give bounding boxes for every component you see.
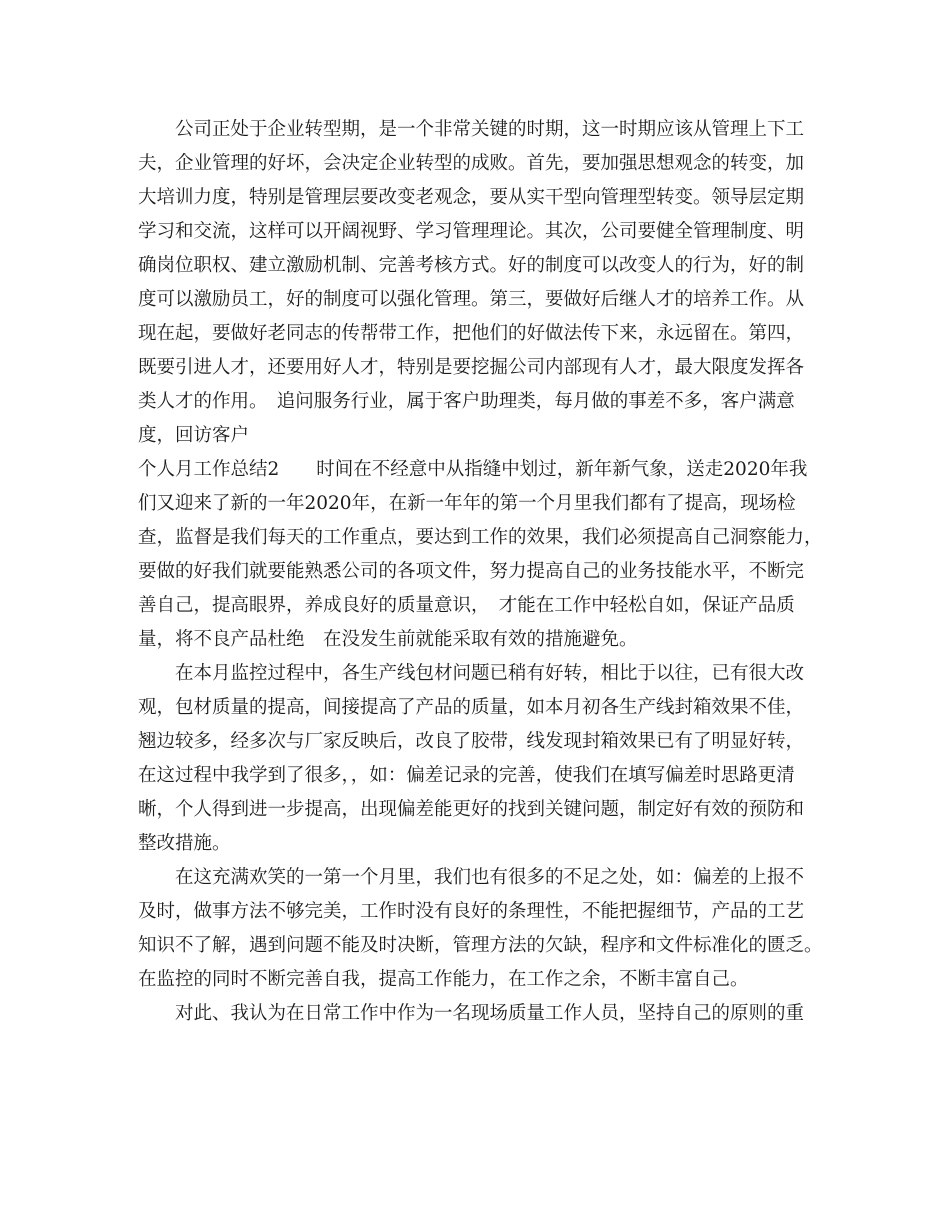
text-line: 现在起，要做好老同志的传帮带工作，把他们的好做法传下来，永远留在。第四， xyxy=(138,323,805,344)
text-line: 要做的好我们就要能熟悉公司的各项文件，努力提高自己的业务技能水平，不断完 xyxy=(138,561,805,582)
text-line: 在这过程中我学到了很多，，如：偏差记录的完善，使我们在填写偏差时思路更清 xyxy=(138,765,795,786)
text-line: 度可以激励员工，好的制度可以强化管理。第三，要做好后继人才的培养工作。从 xyxy=(138,289,805,310)
text-line: 夫，企业管理的好坏，会决定企业转型的成败。首先，要加强思想观念的转变，加 xyxy=(138,153,805,174)
text-line: 整改措施。 xyxy=(138,833,231,854)
text-line: 善自己，提高眼界，养成良好的质量意识， 才能在工作中轻松自如，保证产品质 xyxy=(138,595,795,616)
text-line: 量，将不良产品杜绝 在没发生前就能采取有效的措施避免。 xyxy=(138,629,638,650)
text-line: 确岗位职权、建立激励机制、完善考核方式。好的制度可以改变人的行为，好的制 xyxy=(138,255,805,276)
text-line: 类人才的作用。 追问服务行业，属于客户助理类，每月做的事差不多，客户满意 xyxy=(138,391,795,412)
text-line: 观，包材质量的提高，间接提高了产品的质量，如本月初各生产线封箱效果不佳， xyxy=(138,697,805,718)
text-line: 对此、我认为在日常工作中作为一名现场质量工作人员，坚持自己的原则的重 xyxy=(138,1003,805,1024)
text-line: 们又迎来了新的一年2020年，在新一年年的第一个月里我们都有了提高，现场检 xyxy=(138,493,796,514)
text-line: 知识不了解，遇到问题不能及时决断，管理方法的欠缺，程序和文件标准化的匮乏。 xyxy=(138,935,823,956)
text-line: 既要引进人才，还要用好人才，特别是要挖掘公司内部现有人才，最大限度发挥各 xyxy=(138,357,805,378)
text-line: 查，监督是我们每天的工作重点，要达到工作的效果，我们必须提高自己洞察能力， xyxy=(138,527,823,548)
text-line: 在监控的同时不断完善自我，提高工作能力，在工作之余，不断丰富自己。 xyxy=(138,969,749,990)
text-line: 在本月监控过程中，各生产线包材问题已稍有好转，相比于以往，已有很大改 xyxy=(138,663,805,684)
text-line: 在这充满欢笑的一第一个月里，我们也有很多的不足之处，如：偏差的上报不 xyxy=(138,867,805,888)
text-line: 学习和交流，这样可以开阔视野、学习管理理论。其次，公司要健全管理制度、明 xyxy=(138,221,805,242)
text-line: 公司正处于企业转型期，是一个非常关键的时期，这一时期应该从管理上下工 xyxy=(138,119,805,140)
text-line: 晰，个人得到进一步提高，出现偏差能更好的找到关键问题，制定好有效的预防和 xyxy=(138,799,805,820)
text-line: 大培训力度，特别是管理层要改变老观念，要从实干型向管理型转变。领导层定期 xyxy=(138,187,805,208)
text-line: 度，回访客户 xyxy=(138,425,250,446)
text-line: 翘边较多，经多次与厂家反映后，改良了胶带，线发现封箱效果已有了明显好转， xyxy=(138,731,805,752)
text-line: 及时，做事方法不够完美，工作时没有良好的条理性，不能把握细节，产品的工艺 xyxy=(138,901,805,922)
text-line: 个人月工作总结2 时间在不经意中从指缝中划过，新年新气象，送走2020年我 xyxy=(138,459,808,480)
